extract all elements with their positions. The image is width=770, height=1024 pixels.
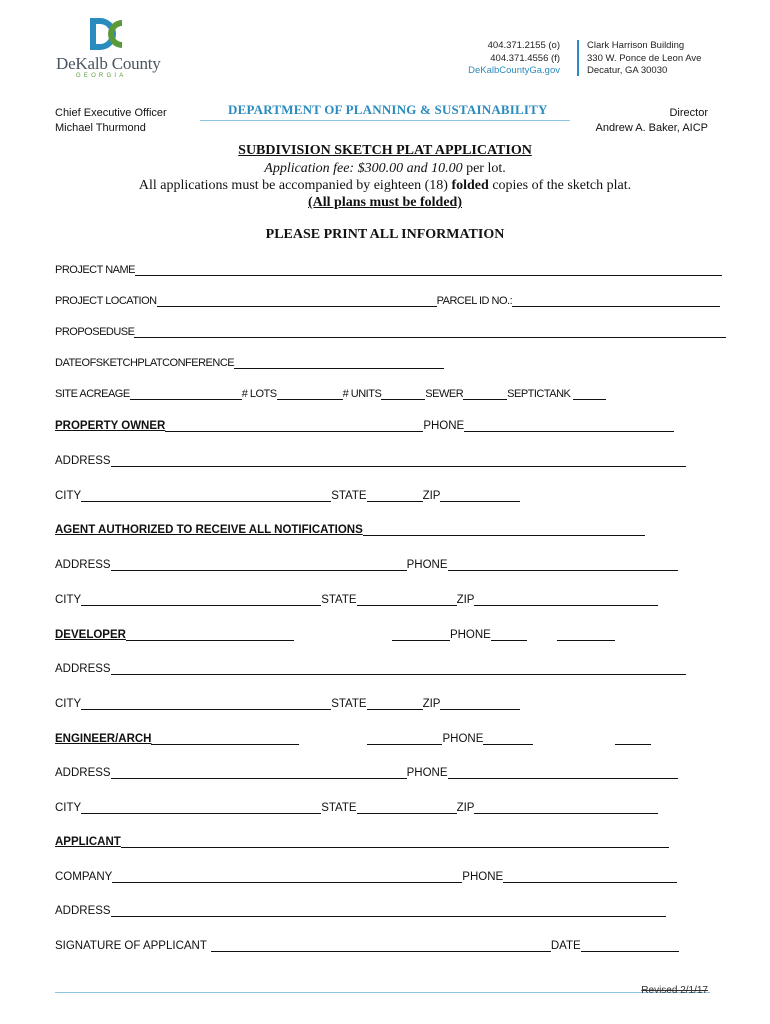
copies-a: All applications must be accompanied by eighteen (18) (138, 178, 452, 193)
site-acreage-field[interactable] (130, 387, 242, 400)
conference-date-field[interactable] (234, 356, 444, 369)
owner-address-row (55, 451, 686, 467)
engineer-address-field[interactable] (111, 766, 407, 779)
owner-state-label: STATE (331, 490, 367, 502)
parcel-id-label: PARCEL ID NO.: (436, 295, 513, 307)
engineer-phone-field-2[interactable] (615, 732, 651, 745)
developer-zip-field[interactable] (440, 697, 520, 710)
contact-block (440, 40, 560, 78)
agent-city-field[interactable] (81, 593, 321, 606)
engineer-phone-label: PHONE (442, 733, 484, 745)
developer-city-field[interactable] (81, 697, 331, 710)
engineer-city-field[interactable] (81, 801, 321, 814)
ceo-title: Chief Executive Officer (55, 107, 167, 119)
revised-date: Revised 2/1/17 (641, 985, 708, 996)
address-line-2: 330 W. Ponce de Leon Ave (587, 52, 702, 64)
agent-address-label: ADDRESS (55, 559, 111, 571)
date-label: DATE (550, 940, 581, 952)
developer-phone-label: PHONE (449, 629, 491, 641)
site-row (55, 384, 606, 400)
department-title: DEPARTMENT OF PLANNING & SUSTAINABILITY (228, 102, 548, 117)
agent-phone-field[interactable] (448, 558, 678, 571)
company-label: COMPANY (55, 871, 113, 883)
applicant-label: APPLICANT (55, 836, 121, 848)
engineer-phone2-label: PHONE (406, 767, 448, 779)
proposed-use-label: PROPOSEDUSE (55, 326, 135, 338)
proposed-use-row (55, 322, 726, 338)
phone-fax: 404.371.4556 (f) (490, 52, 560, 64)
project-location-row (55, 291, 720, 307)
developer-field[interactable] (126, 628, 294, 641)
date-field[interactable] (581, 939, 679, 952)
parcel-id-field[interactable] (512, 294, 720, 307)
office-address (587, 40, 701, 78)
engineer-row (55, 729, 651, 745)
owner-zip-label: ZIP (422, 490, 441, 502)
engineer-field[interactable] (151, 732, 299, 745)
agent-city-label: CITY (55, 594, 82, 606)
fee-rest: per lot. (462, 161, 506, 176)
engineer-city-row (55, 798, 658, 814)
folded-note: (All plans must be folded) (307, 195, 463, 210)
ceo-name: Michael Thurmond (55, 122, 146, 134)
developer-city-row (55, 694, 520, 710)
owner-phone-label: PHONE (423, 420, 465, 432)
septic-label: SEPTICTANK (507, 388, 571, 400)
signature-label: SIGNATURE OF APPLICANT (55, 940, 207, 952)
print-note: PLEASE PRINT ALL INFORMATION (265, 227, 505, 242)
company-field[interactable] (112, 870, 462, 883)
agent-state-field[interactable] (357, 593, 457, 606)
agent-city-row (55, 590, 658, 606)
director-title: Director (669, 107, 708, 119)
owner-phone-field[interactable] (464, 419, 674, 432)
applicant-address-label: ADDRESS (55, 905, 111, 917)
company-phone-label: PHONE (462, 871, 504, 883)
applicant-row (55, 832, 669, 848)
fee-line (0, 161, 770, 177)
owner-state-field[interactable] (367, 489, 423, 502)
address-line-3: Decatur, GA 30030 (587, 65, 668, 76)
lots-field[interactable] (277, 387, 343, 400)
agent-state-label: STATE (321, 594, 357, 606)
units-label: # UNITS (342, 388, 382, 400)
engineer-address-label: ADDRESS (55, 767, 111, 779)
logo-wordmark: DeKalb County (56, 54, 161, 73)
signature-field[interactable] (211, 939, 551, 952)
agent-label: AGENT AUTHORIZED TO RECEIVE ALL NOTIFICATIONS (55, 524, 363, 536)
applicant-address-row (55, 901, 666, 917)
units-field[interactable] (381, 387, 425, 400)
engineer-zip-label: ZIP (456, 802, 475, 814)
engineer-address-row (55, 763, 678, 779)
property-owner-field[interactable] (165, 419, 423, 432)
project-name-field[interactable] (135, 263, 722, 276)
developer-address-field[interactable] (111, 662, 686, 675)
developer-field-2[interactable] (392, 628, 450, 641)
sewer-label: SEWER (425, 388, 464, 400)
project-name-row (55, 260, 722, 276)
owner-zip-field[interactable] (440, 489, 520, 502)
developer-address-row (55, 659, 686, 675)
developer-phone-field-2[interactable] (557, 628, 615, 641)
conference-date-row (55, 353, 444, 369)
owner-city-field[interactable] (81, 489, 331, 502)
agent-address-row (55, 555, 678, 571)
project-location-label: PROJECT LOCATION (55, 295, 157, 307)
developer-phone-field[interactable] (491, 628, 527, 641)
company-phone-field[interactable] (503, 870, 677, 883)
project-name-label: PROJECT NAME (55, 264, 135, 276)
engineer-phone2-field[interactable] (448, 766, 678, 779)
septic-field[interactable] (573, 387, 606, 400)
developer-label: DEVELOPER (55, 629, 126, 641)
signature-row (55, 936, 679, 952)
header-divider (577, 40, 579, 76)
copies-line (0, 178, 770, 194)
director-name: Andrew A. Baker, AICP (595, 122, 708, 134)
website-link[interactable]: DeKalbCountyGa.gov (468, 65, 560, 76)
agent-zip-field[interactable] (474, 593, 658, 606)
engineer-state-label: STATE (321, 802, 357, 814)
property-owner-label: PROPERTY OWNER (55, 420, 166, 432)
engineer-zip-field[interactable] (474, 801, 658, 814)
lots-label: # LOTS (241, 388, 277, 400)
owner-city-row (55, 486, 520, 502)
phone-office: 404.371.2155 (o) (487, 40, 560, 51)
company-row (55, 867, 677, 883)
form-title: SUBDIVISION SKETCH PLAT APPLICATION (238, 143, 532, 158)
fee-amount: Application fee: $300.00 and 10.00 (264, 161, 463, 176)
copies-bold: folded (451, 178, 489, 193)
logo-subtitle: GEORGIA (76, 73, 127, 79)
agent-row (55, 520, 645, 536)
developer-row (55, 625, 615, 641)
developer-zip-label: ZIP (422, 698, 441, 710)
engineer-label: ENGINEER/ARCH (55, 733, 152, 745)
department-rule (200, 120, 570, 121)
owner-address-label: ADDRESS (55, 455, 111, 467)
project-location-field[interactable] (157, 294, 437, 307)
developer-state-label: STATE (331, 698, 367, 710)
site-acreage-label: SITE ACREAGE (55, 388, 130, 400)
applicant-address-field[interactable] (111, 904, 666, 917)
owner-address-field[interactable] (111, 454, 686, 467)
agent-address-field[interactable] (111, 558, 407, 571)
sewer-field[interactable] (463, 387, 507, 400)
agent-phone-label: PHONE (406, 559, 448, 571)
engineer-field-2[interactable] (367, 732, 442, 745)
engineer-phone-field[interactable] (483, 732, 533, 745)
owner-city-label: CITY (55, 490, 82, 502)
address-line-1: Clark Harrison Building (587, 40, 685, 51)
footer-rule (55, 992, 710, 993)
engineer-state-field[interactable] (357, 801, 457, 814)
engineer-city-label: CITY (55, 802, 82, 814)
copies-b: copies of the sketch plat. (488, 178, 632, 193)
property-owner-row (55, 416, 674, 432)
proposed-use-field[interactable] (134, 325, 726, 338)
agent-zip-label: ZIP (456, 594, 475, 606)
developer-city-label: CITY (55, 698, 82, 710)
conference-date-label: DATEOFSKETCHPLATCONFERENCE (55, 357, 235, 369)
applicant-field[interactable] (121, 835, 669, 848)
developer-address-label: ADDRESS (55, 663, 111, 675)
developer-state-field[interactable] (367, 697, 423, 710)
agent-field[interactable] (363, 523, 645, 536)
